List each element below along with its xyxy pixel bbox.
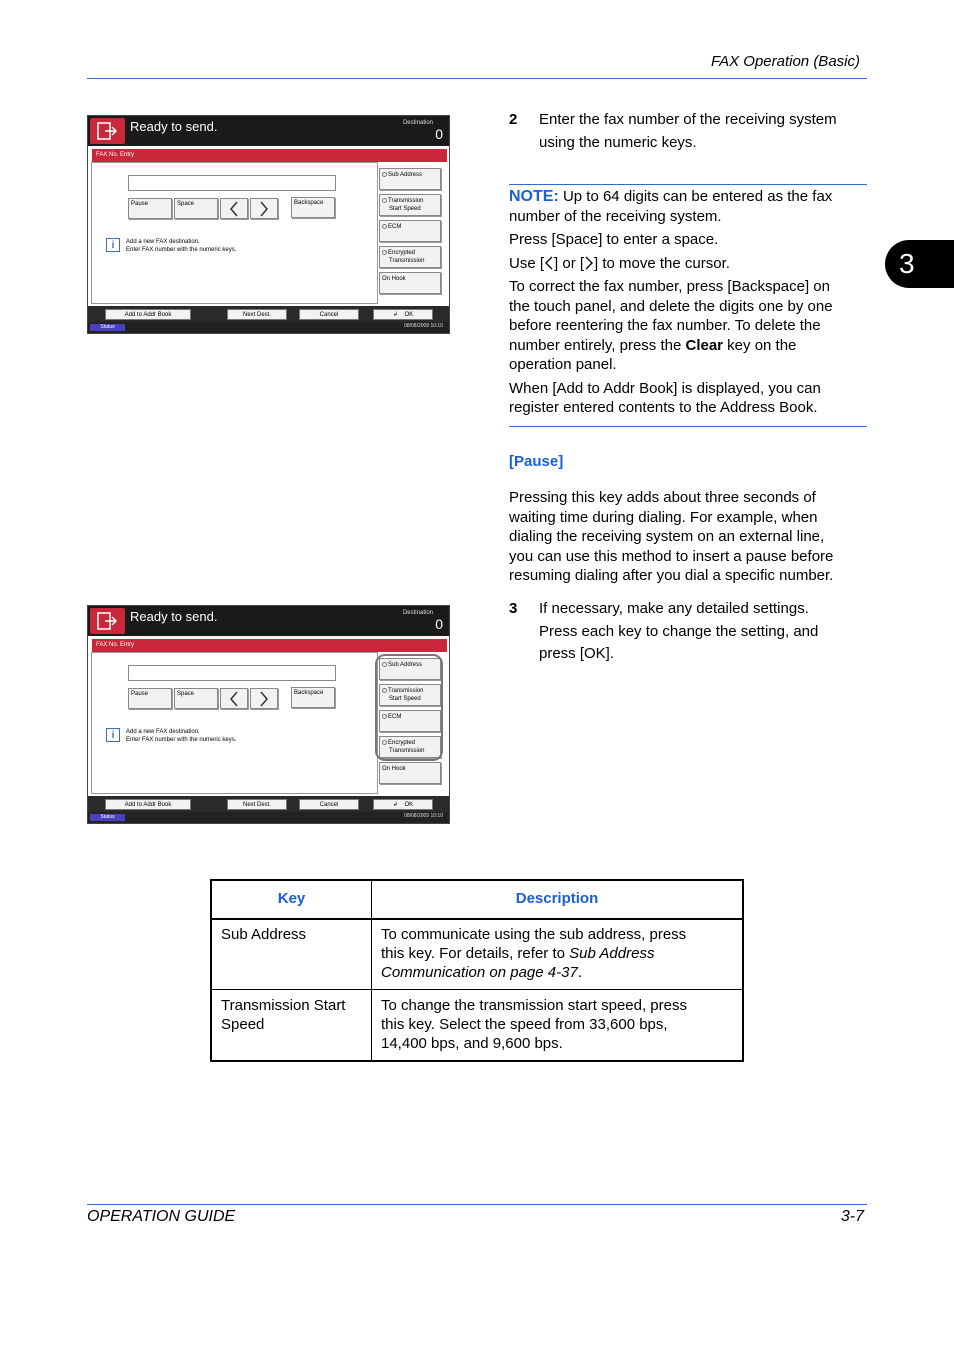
info-icon: i (106, 728, 120, 742)
space-button[interactable]: Space (174, 688, 218, 709)
status-message: Ready to send. (130, 609, 218, 624)
chevron-right-icon (584, 256, 594, 270)
pause-description: Pressing this key adds about three seconds of waiting time during dialing. For example, when dialing the receiving system on an external line, you can use this method to insert a pause before resuming dialing after you dial a specific number. (509, 489, 834, 584)
note-bottom-rule (509, 426, 867, 427)
status-message: Ready to send. (130, 119, 218, 134)
radio-dot-icon (382, 172, 387, 177)
status-bar (88, 322, 449, 333)
backspace-button[interactable]: Backspace (291, 687, 335, 708)
ok-button[interactable]: ↲ OK (373, 309, 433, 320)
fax-number-input[interactable] (128, 175, 336, 191)
radio-dot-icon (382, 250, 387, 255)
table-row-description: To change the transmission start speed, press this key. Select the speed from 33,600 bps, 14,400 bps, and 9,600 bps. (381, 997, 687, 1052)
info-text: Add a new FAX destination. Enter FAX number with the numeric keys. (126, 729, 237, 743)
cursor-right-button[interactable] (250, 688, 278, 709)
status-bar (88, 812, 449, 823)
enter-icon: ↲ (392, 802, 398, 808)
cursor-left-button[interactable] (220, 198, 248, 219)
datetime: 08/08/2009 10:10 (404, 813, 443, 819)
step-2-number: 2 (509, 111, 518, 128)
table-row-description: To communicate using the sub address, press this key. For details, refer to Sub Address Communication on page 4-37. (381, 926, 687, 981)
on-hook-button[interactable]: On Hook (379, 272, 441, 294)
next-dest-button[interactable]: Next Dest. (227, 799, 287, 810)
sub-address-button[interactable]: Sub Address (379, 168, 441, 190)
transmission-start-speed-button[interactable]: Transmission Start Speed (379, 684, 441, 706)
note-top-rule (509, 184, 867, 185)
fax-entry-screen-1 (87, 115, 450, 334)
section-bar: FAX No. Entry (92, 639, 447, 652)
section-bar: FAX No. Entry (92, 149, 447, 162)
add-to-addr-book-button[interactable]: Add to Addr Book (105, 309, 191, 320)
fax-entry-screen-2 (87, 605, 450, 824)
backspace-button[interactable]: Backspace (291, 197, 335, 218)
datetime: 08/08/2009 10:10 (404, 323, 443, 329)
note-label: NOTE: (509, 188, 559, 205)
pause-button[interactable]: Pause (128, 688, 172, 709)
destination-label: Destination (402, 120, 433, 126)
header-rule (87, 78, 867, 79)
fax-send-icon (90, 118, 125, 144)
destination-count: 0 (435, 126, 443, 142)
encrypted-transmission-button[interactable]: Encrypted Transmission (379, 736, 441, 758)
footer-guide-title: OPERATION GUIDE (87, 1208, 236, 1225)
pause-title: [Pause] (509, 453, 564, 470)
on-hook-button[interactable]: On Hook (379, 762, 441, 784)
status-button[interactable]: Status (90, 814, 125, 821)
add-to-addr-book-button[interactable]: Add to Addr Book (105, 799, 191, 810)
chevron-left-icon (229, 691, 239, 707)
ecm-button[interactable]: ECM (379, 220, 441, 242)
info-icon: i (106, 238, 120, 252)
chevron-right-icon (259, 201, 269, 217)
chapter-tab (885, 240, 954, 288)
chapter-number: 3 (899, 248, 915, 279)
highlight-ring (375, 654, 443, 761)
destination-count: 0 (435, 616, 443, 632)
key-description-table (210, 879, 744, 1062)
chevron-right-icon (259, 691, 269, 707)
step-3-number: 3 (509, 600, 518, 617)
transmission-start-speed-button[interactable]: Transmission Start Speed (379, 194, 441, 216)
cursor-right-button[interactable] (250, 198, 278, 219)
chevron-left-icon (544, 256, 554, 270)
pause-button[interactable]: Pause (128, 198, 172, 219)
sub-address-button[interactable]: Sub Address (379, 658, 441, 680)
fax-number-input[interactable] (128, 665, 336, 681)
cursor-left-button[interactable] (220, 688, 248, 709)
encrypted-transmission-button[interactable]: Encrypted Transmission (379, 246, 441, 268)
chevron-left-icon (229, 201, 239, 217)
radio-dot-icon (382, 224, 387, 229)
table-row-key: Transmission Start Speed (221, 997, 346, 1033)
footer-rule (87, 1204, 867, 1205)
destination-label: Destination (402, 610, 433, 616)
info-text: Add a new FAX destination. Enter FAX number with the numeric keys. (126, 239, 237, 253)
step-2-text: Enter the fax number of the receiving system using the numeric keys. (539, 111, 837, 151)
space-button[interactable]: Space (174, 198, 218, 219)
table-row-key: Sub Address (221, 926, 307, 943)
next-dest-button[interactable]: Next Dest. (227, 309, 287, 320)
ecm-button[interactable]: ECM (379, 710, 441, 732)
table-header-key: Key (277, 890, 306, 907)
cancel-button[interactable]: Cancel (299, 799, 359, 810)
fax-send-icon (90, 608, 125, 634)
step-3-text: If necessary, make any detailed settings. Press each key to change the setting, and press [OK]. (539, 600, 819, 662)
header-title: FAX Operation (Basic) (711, 53, 860, 70)
ok-button[interactable]: ↲ OK (373, 799, 433, 810)
table-header-description: Description (515, 890, 599, 907)
cancel-button[interactable]: Cancel (299, 309, 359, 320)
status-button[interactable]: Status (90, 324, 125, 331)
page-number: 3-7 (840, 1208, 864, 1225)
note-block: NOTE: Up to 64 digits can be entered as the fax number of the receiving system. Press [Space] to enter a space. Use [ ] or [ ] to move the cursor. To correct the fax number, press [Backspace] on the touch panel, and delete the digits one by one before reentering the fax number. To delete the number entirely, press the Clear key on the operation panel. When [Add to Addr Book] is displayed, you can register entered contents to the Address Book. (509, 188, 833, 416)
enter-icon: ↲ (392, 312, 398, 318)
radio-dot-icon (382, 198, 387, 203)
